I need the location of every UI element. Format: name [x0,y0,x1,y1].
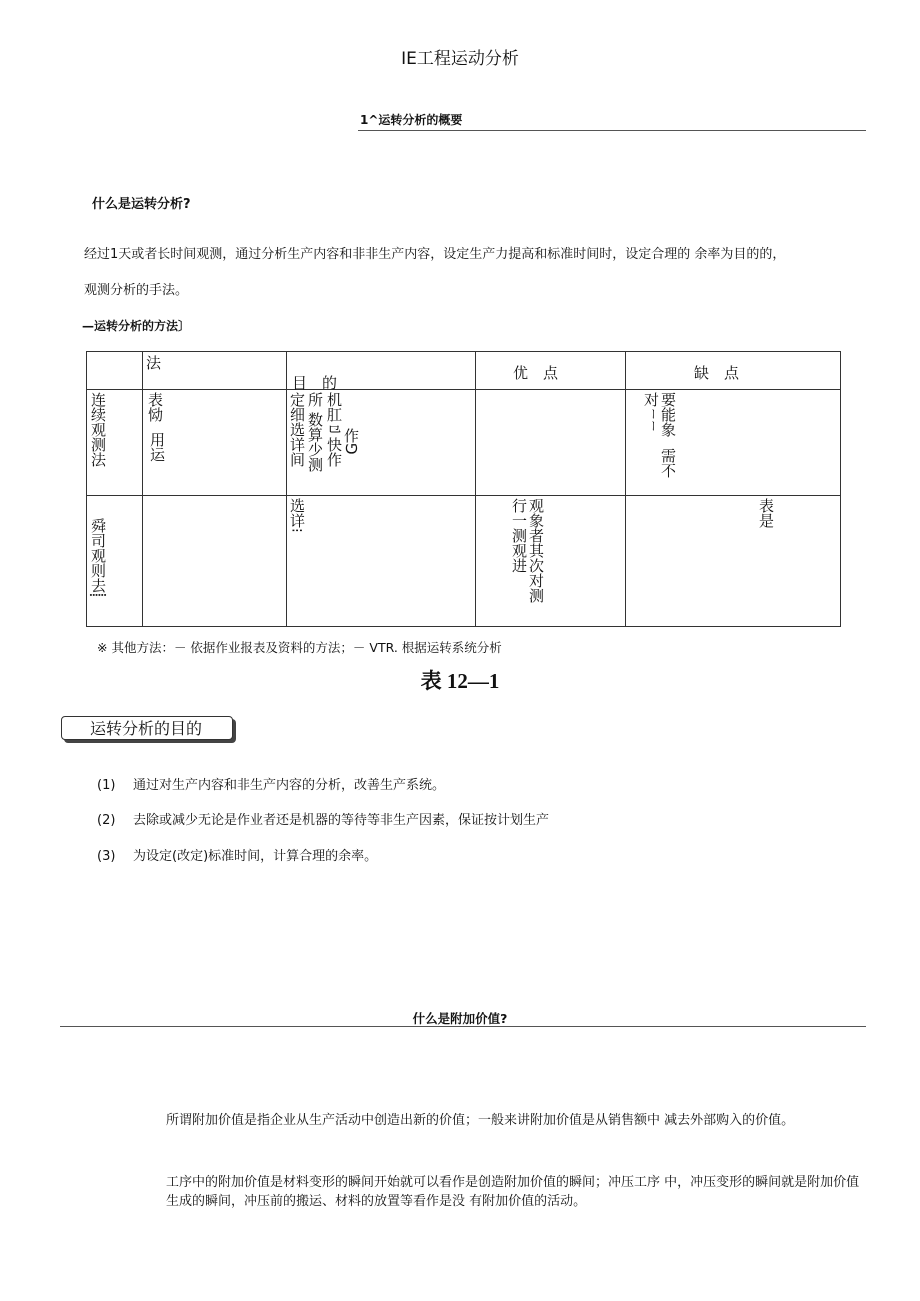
added-value-heading: 什么是附加价值? [412,1011,508,1026]
document-title: IE工程运动分析 [401,49,519,69]
method-name-sampling: 舜司观则去⸽ [87,496,143,627]
intro-line-1: 经过1天或者长时间观测，通过分析生产内容和非非生产内容，设定生产力提高和标准时间时，设定合理的 余率为目的的， [84,247,786,262]
list-item [97,774,445,793]
header-purpose: 目 的 [287,352,476,390]
table-row [87,496,841,627]
list-item-text: 为设定(改定)标准时间，计算合理的余率。 [133,849,378,864]
header-cell [87,352,143,390]
section-heading: 1^运转分析的概要 [360,113,463,127]
header-cons: 缺 点 [626,352,841,390]
table-cell: 行一测观进 观象者其次对测 [476,496,626,627]
method-name-continuous: 连续观测法 [87,390,143,496]
header-pros: 优 点 [476,352,626,390]
list-item-number: (3) [97,849,116,864]
table-cell: 对 ーー 要能象 需不 [626,390,841,496]
intro-paragraph [84,241,874,304]
purpose-heading-badge: 运转分析的目的 [61,716,233,740]
table-cell: 选详⁝ [287,496,476,627]
added-value-process: 工序中的附加价值是材料变形的瞬间开始就可以看作是创造附加价值的瞬间；冲压工序 中，冲压变形的瞬间就是附加价值生成的瞬间，冲压前的搬运、材料的放置等看作是没 有附加价值的活动。 [166,1175,860,1209]
header-method: 法 [143,352,287,390]
methods-heading: —运转分析的方法〕 [82,319,191,333]
methods-table [86,351,841,627]
list-item-text: 去除或减少无论是作业者还是机器的等待等非生产因素，保证按计划生产 [133,813,550,828]
table-caption: 表 12—1 [420,669,500,693]
list-item-text: 通过对生产内容和非生产内容的分析，改善生产系统。 [133,778,446,793]
list-item [97,809,549,828]
table-row [87,390,841,496]
list-item-number: (1) [97,778,116,793]
table-note: ※ 其他方法：－ 依据作业报表及资料的方法；－ VTR. 根据运转系统分析 [97,640,502,655]
table-header-row [87,352,841,390]
list-item-number: (2) [97,813,116,828]
section-rule [358,130,866,131]
table-cell: 表恸 用运 [143,390,287,496]
intro-line-2: 观测分析的手法。 [84,283,189,298]
table-cell [143,496,287,627]
added-value-definition: 所谓附加价值是指企业从生产活动中创造出新的价值；一般来讲附加价值是从销售额中 减去外部购入的价值。 [166,1113,795,1128]
table-cell [476,390,626,496]
table-cell: 定细选详间 所 数算少测 机肛⺋快作 作⅁ [287,390,476,496]
section-rule [60,1026,866,1027]
question-heading: 什么是运转分析? [92,197,191,212]
table-cell: 表是 [626,496,841,627]
list-item [97,845,377,864]
